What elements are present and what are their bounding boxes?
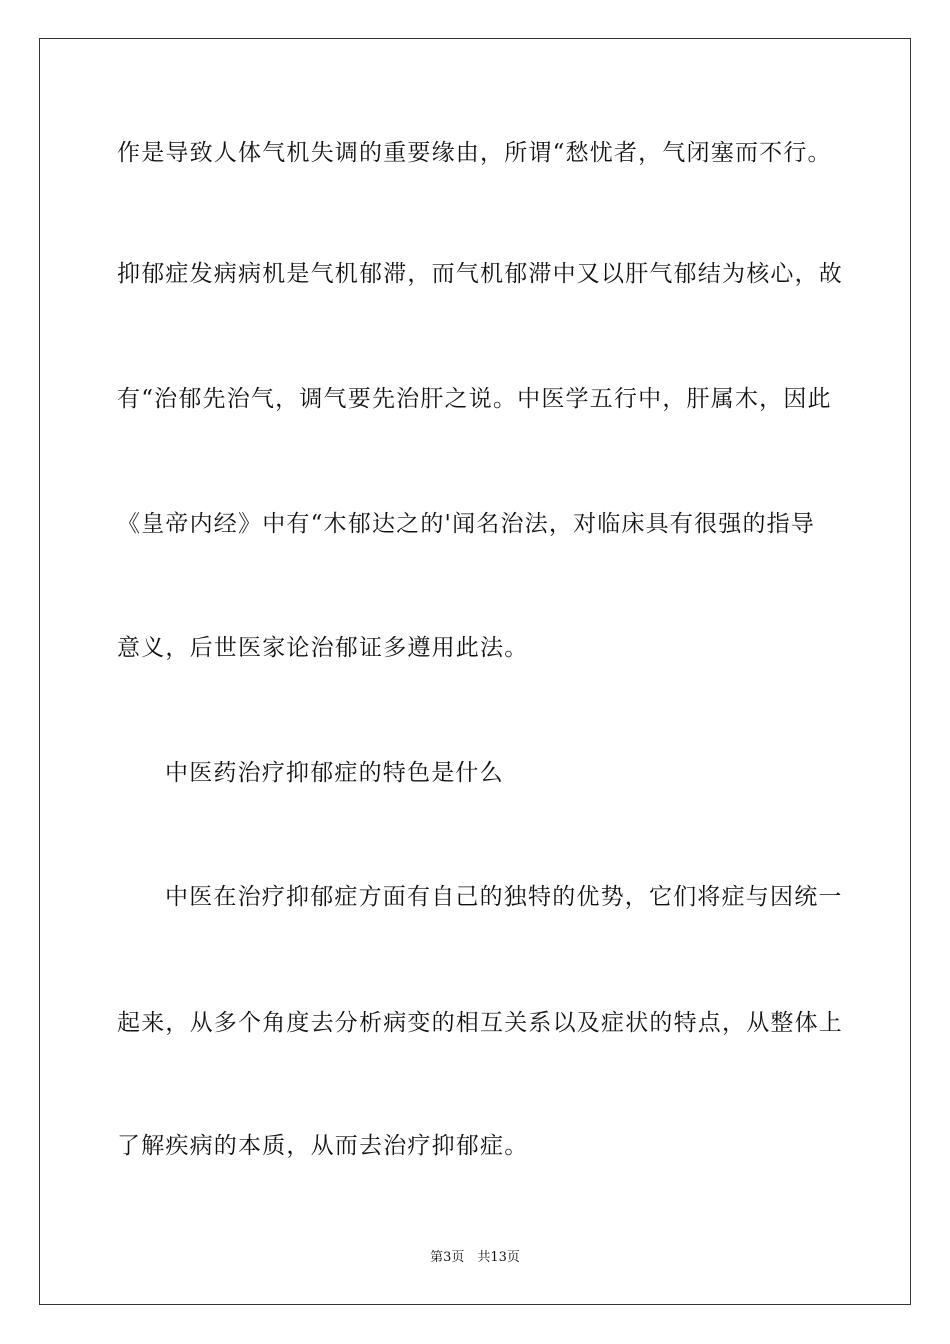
paragraph-line: 有“治郁先治气，调气要先治肝之说。中医学五行中，肝属木，因此: [117, 386, 832, 412]
paragraph-line: 意义，后世医家论治郁证多遵用此法。: [117, 635, 529, 661]
paragraph-line: 了解疾病的本质，从而去治疗抑郁症。: [117, 1133, 529, 1159]
paragraph-line: 抑郁症发病病机是气机郁滞，而气机郁滞中又以肝气郁结为核心，故: [117, 261, 843, 287]
paragraph-line: 作是导致人体气机失调的重要缘由，所谓“愁忧者，气闭塞而不行。: [117, 140, 832, 166]
paragraph-line: 起来，从多个角度去分析病变的相互关系以及症状的特点，从整体上: [117, 1010, 843, 1036]
page-number-footer: 第3页 共13页: [430, 1250, 520, 1265]
section-heading: 中医药治疗抑郁症的特色是什么: [165, 760, 504, 786]
paragraph-line: 中医在治疗抑郁症方面有自己的独特的优势，它们将症与因统一: [165, 884, 843, 910]
page-frame: [39, 38, 911, 1305]
paragraph-line: 《皇帝内经》中有“木郁达之的'闻名治法，对临床具有很强的指导: [117, 511, 816, 537]
